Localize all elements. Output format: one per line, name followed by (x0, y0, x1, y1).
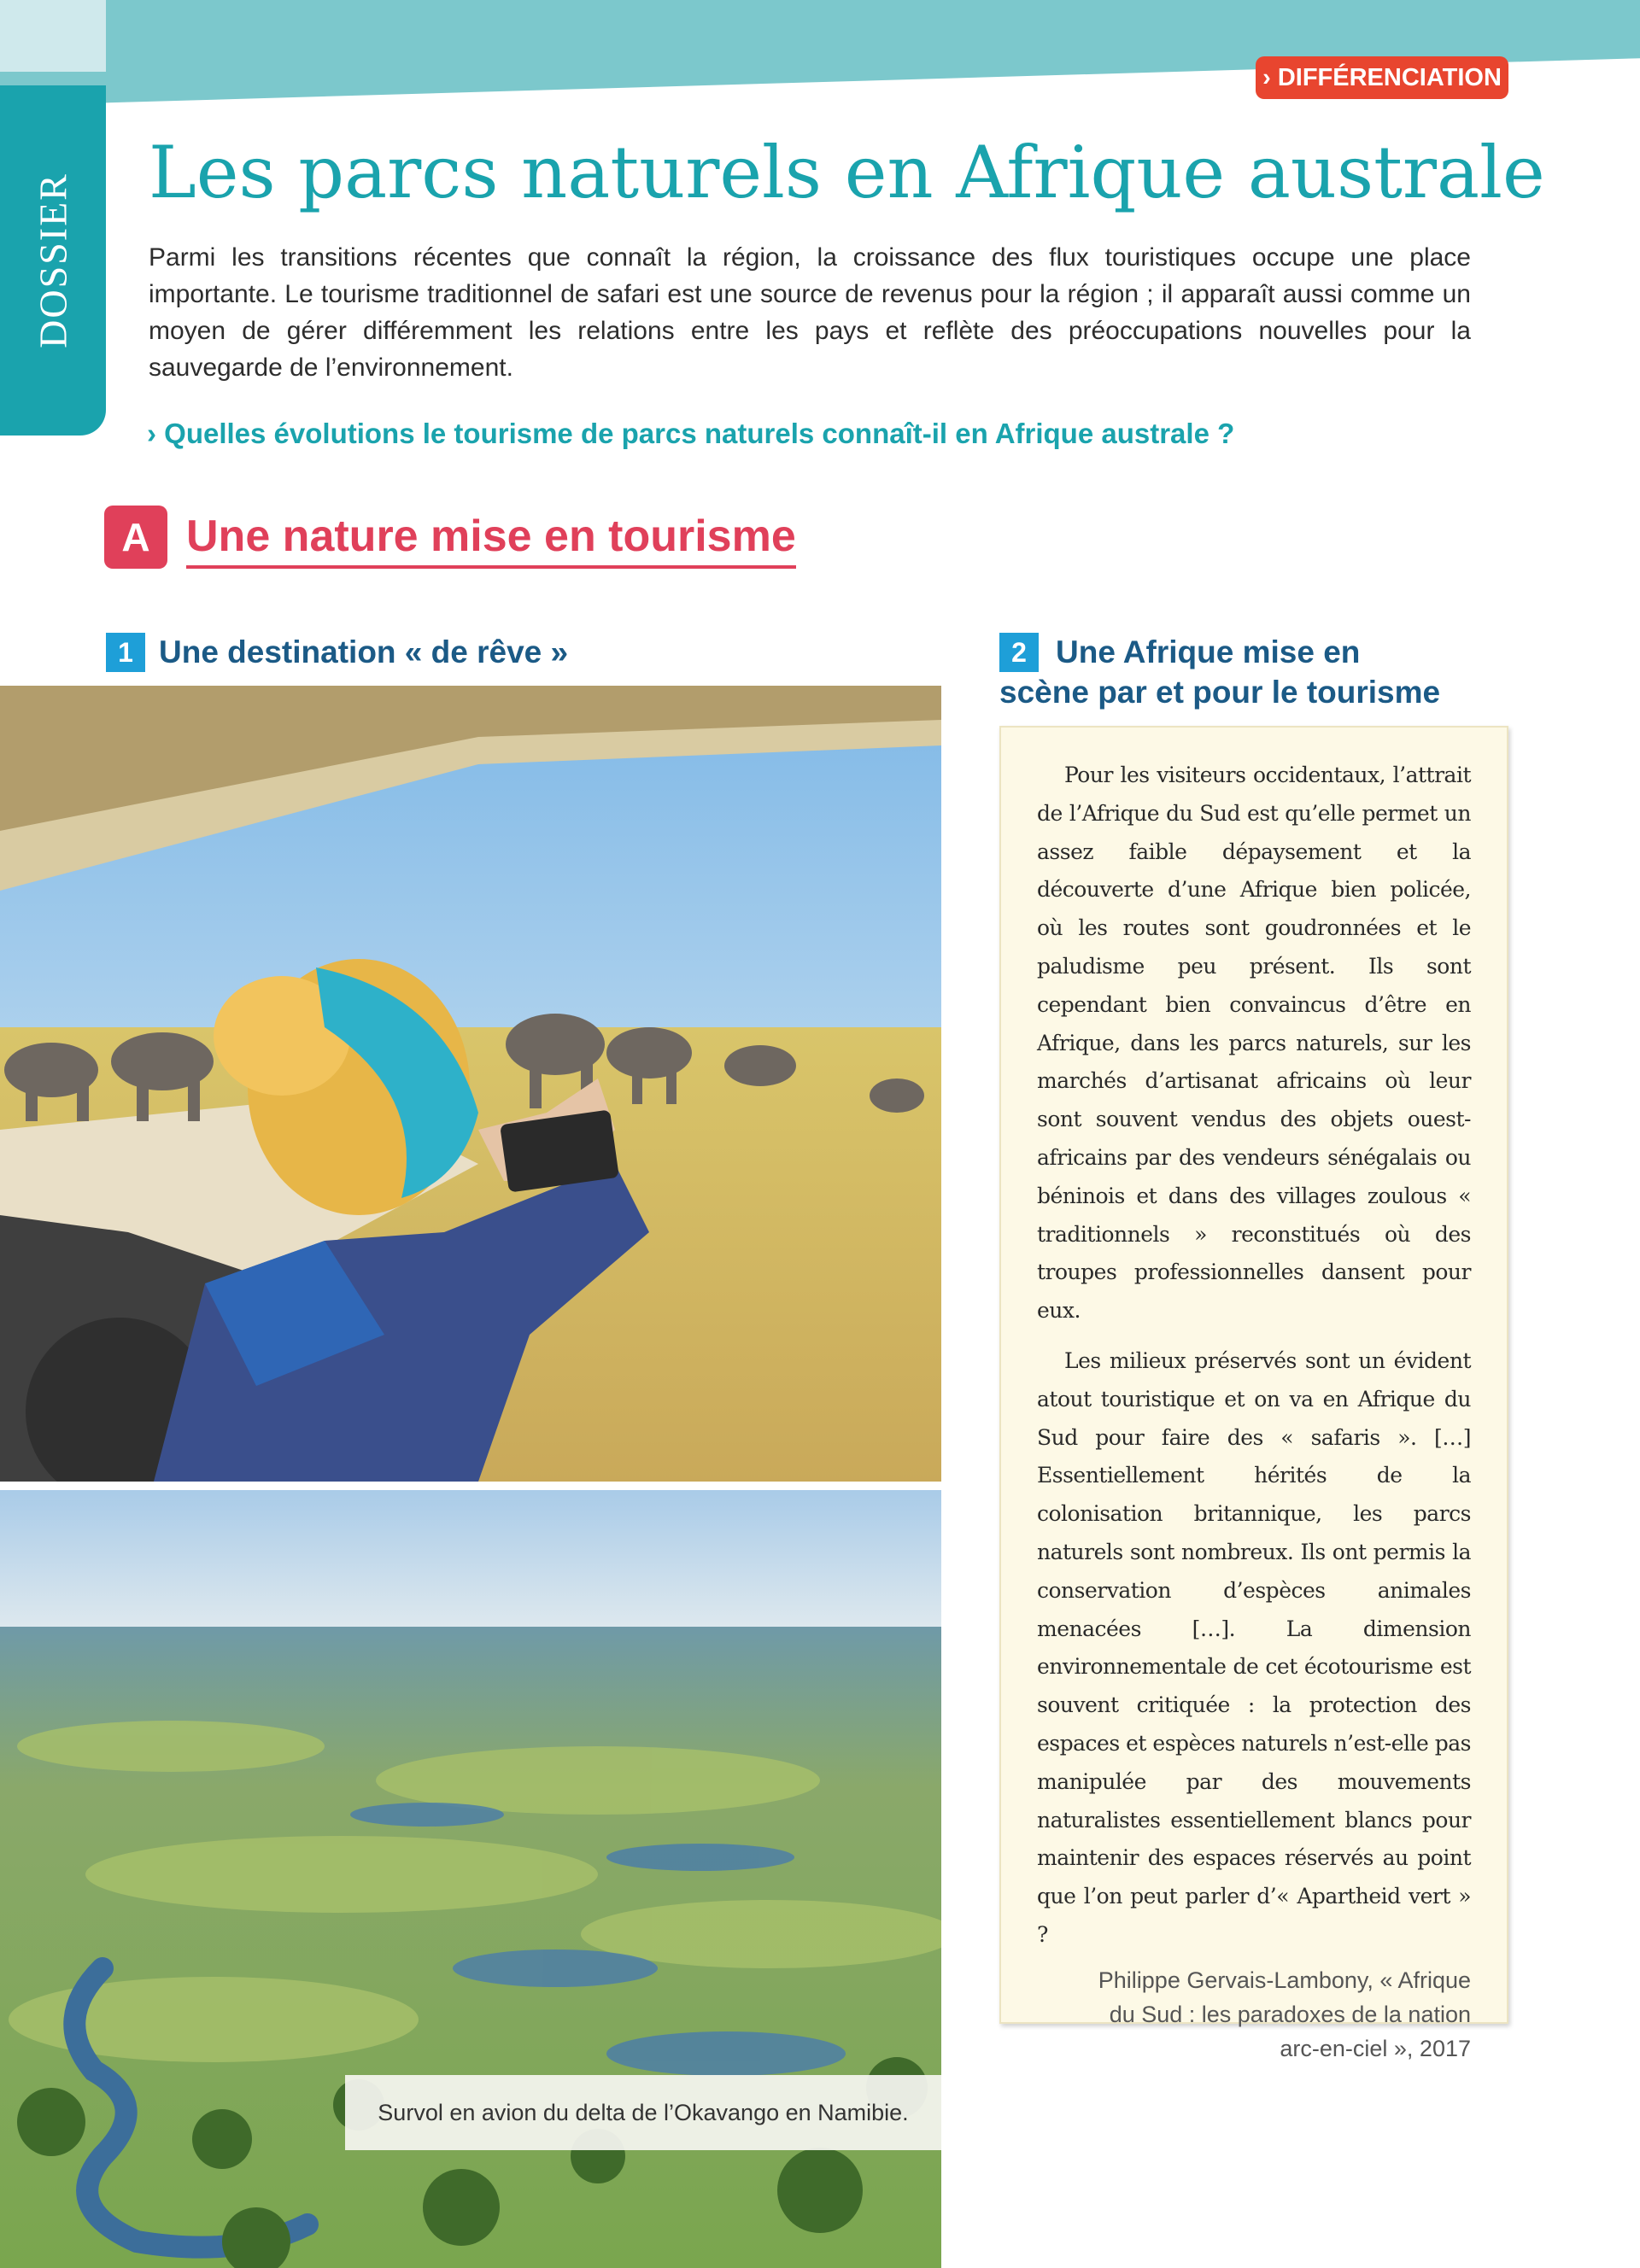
photo-caption: Survol en avion du delta de l’Okavango en Namibie. (345, 2075, 941, 2150)
problem-question: › Quelles évolutions le tourisme de parcs naturels connaît-il en Afrique australe ? (147, 418, 1235, 449)
differenciation-badge[interactable]: › DIFFÉRENCIATION (1256, 56, 1508, 99)
doc2-source-line2: du Sud : les paradoxes de la nation (1109, 2001, 1471, 2027)
corner-accent (0, 0, 106, 72)
doc2-title-line1: Une Afrique mise en (1056, 634, 1361, 669)
doc2-text-box (999, 726, 1508, 2061)
doc2-source-line3: arc-en-ciel », 2017 (1280, 2035, 1471, 2061)
doc2-source (1037, 1963, 1471, 2066)
page-title: Les parcs naturels en Afrique australe (149, 131, 1545, 214)
doc2-paragraph-2: Les milieux préservés sont un évident atout touristique et on va en Afrique du Sud pour faire des « safaris ». […] Essentiellement hérités de la colonisation britannique, les parcs naturels sont nombreux. Ils ont permis la conservation d’espèces animales menacées […]. La dimension environnementale de cet écotourisme est souvent critiquée : la protection des espaces et espèces naturels n’est-elle pas manipulée par des mouvements naturalistes essentiellement blancs pour maintenir des espaces réservés au point que l’on peut parler d’« Apartheid vert » ? (1037, 1347, 1471, 1947)
doc2-paragraph-1: Pour les visiteurs occidentaux, l’attrait de l’Afrique du Sud est qu’elle permet un assez faible dépaysement et la découverte d’une Afrique bien policée, où les routes sont goudronnées et le paludisme peu présent. Ils sont cependant bien convaincus d’être en Afrique, dans les parcs naturels, sur les marchés d’artisanat africains où leur sont souvent vendus des objets ouest-africains par des vendeurs sénégalais ou béninois et dans des villages zoulous « traditionnels » reconstitués où des troupes professionnelles dansent pour eux. (1037, 763, 1471, 1324)
dossier-label: DOSSIER (31, 172, 75, 348)
doc1-title: Une destination « de rêve » (159, 634, 569, 669)
doc2-title-line2: scène par et pour le tourisme (999, 675, 1441, 710)
doc1-number: 1 (106, 633, 145, 672)
section-letter-badge: A (104, 506, 167, 569)
okavango-aerial-photo (0, 1490, 941, 2268)
doc2-source-line1: Philippe Gervais-Lambony, « Afrique (1098, 1967, 1471, 1993)
intro-paragraph: Parmi les transitions récentes que connaît la région, la croissance des flux touristiques occupe une place importante. Le tourisme traditionnel de safari est une source de revenus pour la région ; il apparaît aussi comme un moyen de gérer différemment les relations entre les pays et reflète des préoccupations nouvelles pour la sauvegarde de l’environnement. (149, 243, 1471, 382)
doc2-number: 2 (999, 633, 1039, 672)
safari-photo (0, 686, 941, 1482)
section-title: Une nature mise en tourisme (186, 509, 796, 569)
